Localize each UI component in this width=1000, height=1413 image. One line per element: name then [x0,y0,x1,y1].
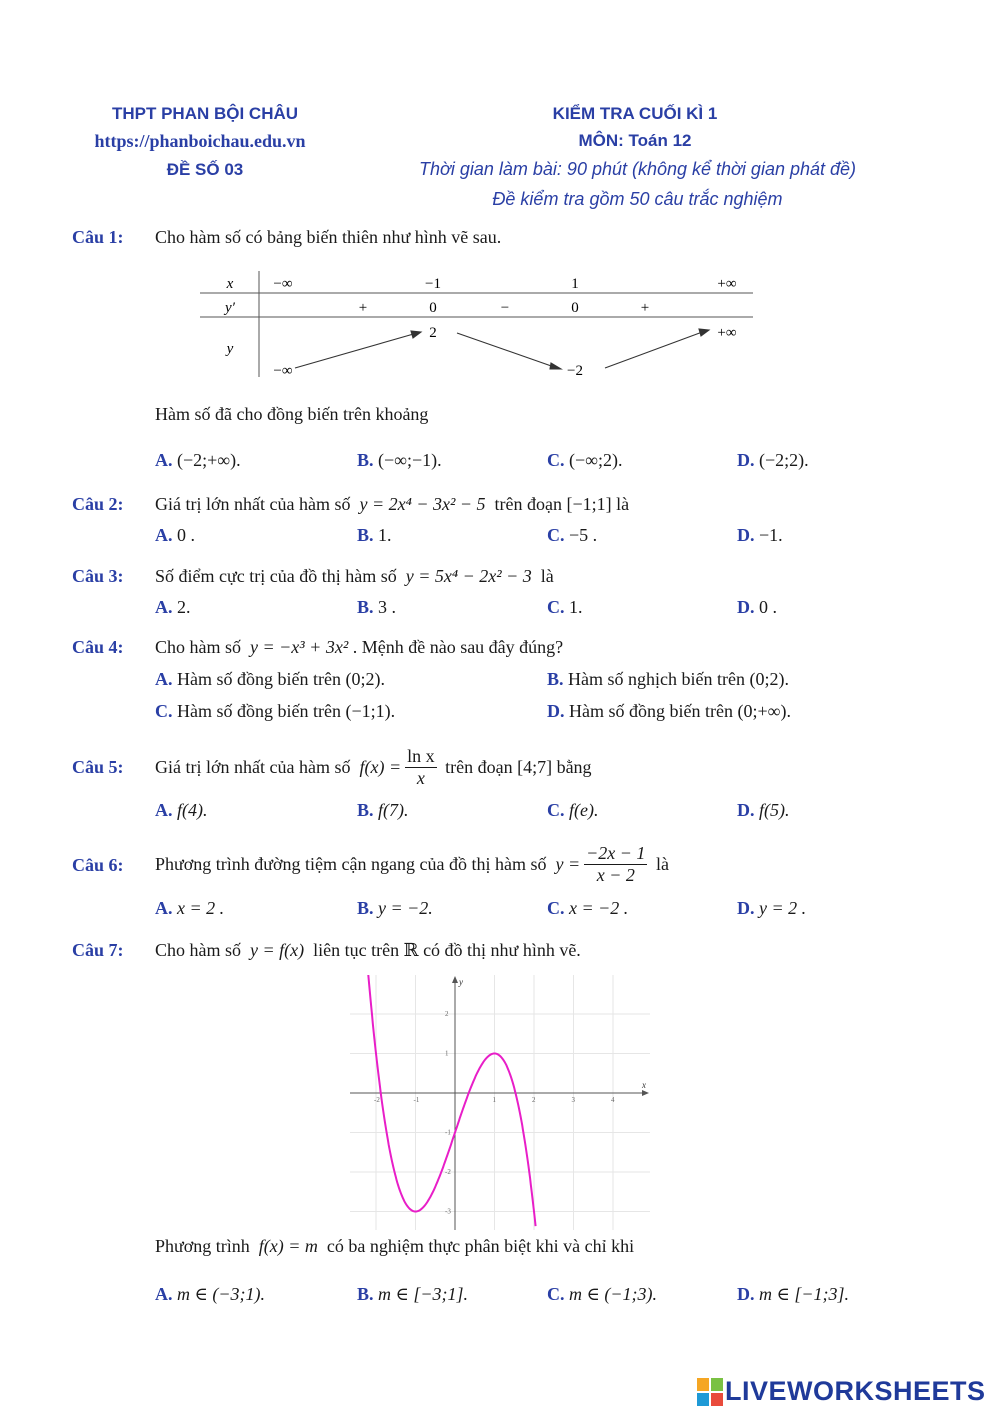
q6-formula-lhs: y = [555,853,581,874]
y-tick-label: -2 [445,1168,451,1176]
question-3-text [155,566,554,587]
option-key: C. [547,1284,565,1304]
y-tick-label: 2 [445,1010,449,1018]
q5-option-c[interactable] [547,800,598,821]
option-text: f(4). [177,800,208,820]
option-text: (−2;2). [759,450,809,470]
vt-y-value: +∞ [717,325,737,341]
q3-option-c[interactable] [547,597,583,618]
exam-time: Thời gian làm bài: 90 phút (không kể thời gian phát đề) [418,159,857,179]
y-tick-label: -1 [445,1128,451,1137]
q2-option-b[interactable] [357,525,392,546]
q4-formula: y = −x³ + 3x² [250,637,349,657]
option-text: 0 . [759,597,777,617]
q1-option-b[interactable] [357,450,442,471]
q6-denominator: x − 2 [596,864,635,885]
q3-option-b[interactable] [357,597,396,618]
option-text: m ∈ [−3;1]. [378,1284,468,1304]
question-5-text [155,741,592,793]
question-6-label: Câu 6: [72,855,124,875]
vt-yprime-label: y′ [225,300,235,316]
q4-text-pre: Cho hàm số [155,637,242,657]
option-text: m ∈ (−1;3). [569,1284,657,1304]
option-key: D. [737,800,755,820]
option-text: 2. [177,597,191,617]
q7-prompt-formula: f(x) = m [258,1236,318,1256]
subject: MÔN: Toán 12 [578,131,692,150]
q6-numerator: −2x − 1 [586,842,646,863]
option-key: B. [357,525,374,545]
exam-title: KIỂM TRA CUỐI KÌ 1 [552,104,718,123]
vt-sign: 0 [429,300,437,316]
option-text: (−2;+∞). [177,450,241,470]
q5-formula-lhs: f(x) = [359,756,402,777]
function-graph [350,975,650,1230]
exam-number: ĐỀ SỐ 03 [166,160,244,179]
option-text: x = 2 . [177,898,225,918]
question-6-text [155,838,669,890]
y-tick-label: -3 [445,1207,451,1216]
option-text: 3 . [378,597,397,617]
q5-fraction [405,746,437,789]
question-4-label: Câu 4: [72,637,124,657]
option-text: 1. [569,597,583,617]
option-text: (−∞;2). [569,450,623,470]
q6-fraction [584,843,647,886]
option-text: Hàm số nghịch biến trên (0;2). [568,669,789,689]
function-curve [368,975,535,1226]
option-text: m ∈ (−3;1). [177,1284,265,1304]
option-text: Hàm số đồng biến trên (0;2). [177,669,385,689]
q7-option-d[interactable] [737,1284,849,1305]
q2-text-pre: Giá trị lớn nhất của hàm số [155,494,351,514]
q3-option-d[interactable] [737,597,777,618]
x-tick-label: -2 [374,1096,380,1104]
vt-y-label: y [226,341,234,357]
x-tick-label: 3 [571,1096,575,1104]
school-name: THPT PHAN BỘI CHÂU [111,104,299,123]
option-text: Hàm số đồng biến trên (0;+∞). [569,701,791,721]
option-key: B. [357,1284,374,1304]
q7-text-pre: Cho hàm số [155,940,242,960]
q3-option-a[interactable] [155,597,191,618]
q4-text-post: . Mệnh đề nào sau đây đúng? [352,637,564,657]
option-text: Hàm số đồng biến trên (−1;1). [177,701,396,721]
option-key: D. [547,701,565,721]
option-key: A. [155,669,173,689]
x-tick-label: 1 [492,1096,496,1104]
option-text: −5 . [569,525,598,545]
q7-option-c[interactable] [547,1284,657,1305]
question-1-text: Cho hàm số có bảng biến thiên như hình vẽ sau. [155,227,502,247]
option-key: D. [737,597,755,617]
q3-text-pre: Số điểm cực trị của đồ thị hàm số [155,566,397,586]
question-2-text [155,494,629,515]
q7-prompt-pre: Phương trình [155,1236,250,1256]
option-text: −1. [759,525,783,545]
option-key: A. [155,1284,173,1304]
question-7-text [155,940,581,961]
q4-option-a[interactable] [155,669,385,690]
option-key: B. [357,898,374,918]
vt-x-value: −1 [425,276,441,292]
option-key: D. [737,525,755,545]
vt-sign: − [500,300,510,316]
option-key: C. [547,450,565,470]
question-7-prompt [155,1236,634,1257]
vt-sign: + [358,300,368,316]
q3-formula: y = 5x⁴ − 2x² − 3 [405,566,532,586]
question-7-label: Câu 7: [72,940,124,960]
x-axis-arrow [642,1090,649,1096]
option-text: x = −2 . [569,898,629,918]
liveworksheets-logo-text: LIVEWORKSHEETS [725,1376,986,1406]
q5-option-b[interactable] [357,800,409,821]
liveworksheets-logo[interactable] [697,1376,986,1407]
q6-option-d[interactable] [737,898,806,919]
option-text: y = −2. [378,898,433,918]
x-tick-label: 4 [611,1096,615,1104]
vt-y-value: 2 [429,325,437,341]
option-key: C. [547,525,565,545]
option-key: D. [737,1284,755,1304]
question-1-prompt: Hàm số đã cho đồng biến trên khoảng [155,404,429,424]
option-key: C. [547,800,565,820]
option-key: B. [547,669,564,689]
q2-text-post: trên đoạn [−1;1] là [494,494,630,514]
option-text: 0 . [177,525,195,545]
vt-x-label: x [226,276,234,292]
q7-option-b[interactable] [357,1284,468,1305]
option-key: B. [357,450,374,470]
q6-option-c[interactable] [547,898,628,919]
vt-sign: + [640,300,650,316]
q5-option-a[interactable] [155,800,208,821]
q4-option-c[interactable] [155,701,395,722]
q3-text-post: là [540,566,554,586]
q6-option-a[interactable] [155,898,224,919]
option-text: y = 2 . [759,898,807,918]
school-url[interactable]: https://phanboichau.edu.vn [94,131,306,151]
option-key: B. [357,800,374,820]
q6-text-post: là [655,853,669,874]
option-key: C. [155,701,173,721]
q1-option-d[interactable] [737,450,809,471]
q7-text-post: liên tục trên ℝ có đồ thị như hình vẽ. [313,940,581,960]
option-key: A. [155,450,173,470]
option-key: B. [357,597,374,617]
option-key: C. [547,597,565,617]
question-2-label: Câu 2: [72,494,124,514]
x-tick-label: 2 [532,1096,536,1104]
q7-formula: y = f(x) [250,940,305,960]
q5-denominator: x [416,767,425,788]
option-text: f(7). [378,800,409,820]
q2-option-c[interactable] [547,525,597,546]
q5-text-post: trên đoạn [4;7] bằng [445,756,592,777]
vt-y-value: −2 [567,363,583,379]
option-key: C. [547,898,565,918]
q5-option-d[interactable] [737,800,790,821]
question-3-label: Câu 3: [72,566,124,586]
q2-option-a[interactable] [155,525,195,546]
q6-option-b[interactable] [357,898,433,919]
q1-option-a[interactable] [155,450,241,471]
q4-option-b[interactable] [547,669,789,690]
option-text: f(e). [569,800,599,820]
vt-sign: 0 [571,300,579,316]
liveworksheets-logo-icon [697,1378,723,1406]
y-axis-label: y [459,977,463,987]
exam-note: Đề kiểm tra gồm 50 câu trắc nghiệm [492,189,783,209]
option-key: A. [155,525,173,545]
option-key: A. [155,898,173,918]
q2-formula: y = 2x⁴ − 3x² − 5 [359,494,486,514]
q5-numerator: ln x [407,745,435,766]
y-tick-label: 1 [445,1049,449,1058]
option-text: (−∞;−1). [378,450,442,470]
q4-option-d[interactable] [547,701,791,722]
option-key: A. [155,597,173,617]
x-axis-label: x [642,1080,646,1090]
question-4-text [155,637,563,658]
q1-option-c[interactable] [547,450,622,471]
graph-grid [350,975,650,1230]
x-tick-label: -1 [413,1096,420,1104]
option-key: D. [737,450,755,470]
vt-x-value: −∞ [273,276,293,292]
option-key: D. [737,898,755,918]
q7-prompt-post: có ba nghiệm thực phân biệt khi và chỉ khi [326,1236,635,1256]
variation-table [195,265,765,385]
vt-x-value: 1 [571,276,579,292]
vt-x-value: +∞ [717,276,737,292]
option-text: f(5). [759,800,790,820]
vt-y-value: −∞ [273,363,293,379]
q7-option-a[interactable] [155,1284,265,1305]
q6-text-pre: Phương trình đường tiệm cận ngang của đồ thị hàm số [155,853,547,874]
q2-option-d[interactable] [737,525,783,546]
question-1-label: Câu 1: [72,227,124,247]
question-5-label: Câu 5: [72,757,124,777]
y-axis-arrow [452,976,458,983]
q5-text-pre: Giá trị lớn nhất của hàm số [155,756,351,777]
option-key: A. [155,800,173,820]
option-text: m ∈ [−1;3]. [759,1284,849,1304]
option-text: 1. [378,525,392,545]
